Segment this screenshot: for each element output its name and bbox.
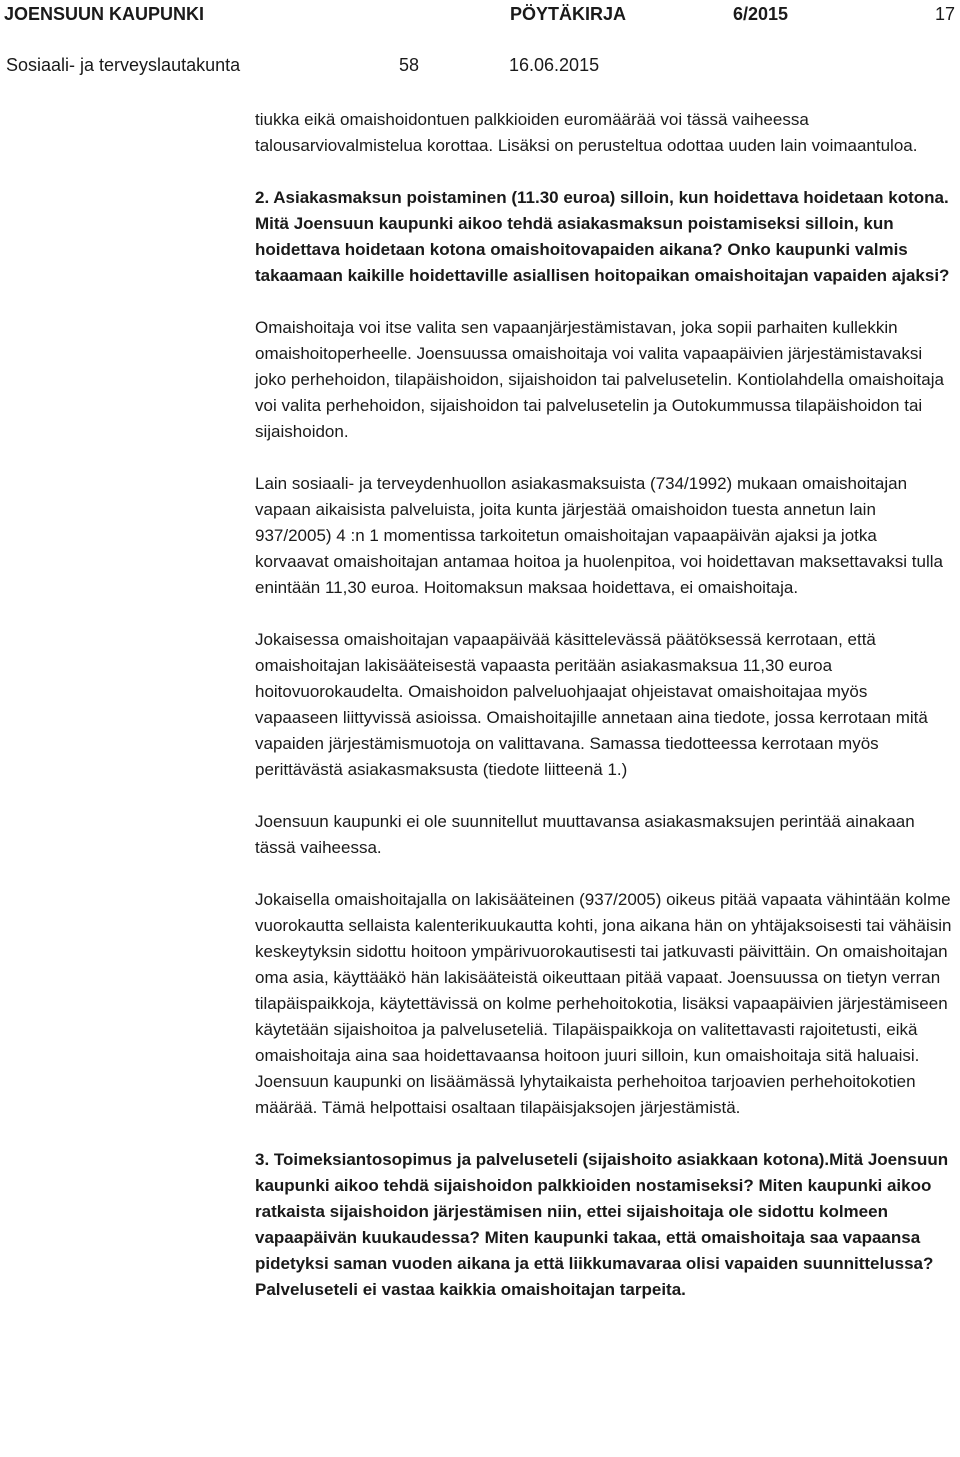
meeting-number: 6/2015 <box>733 4 789 24</box>
paragraph-respite-rights: Jokaisella omaishoitajalla on lakisääteinen (937/2005) oikeus pitää vapaata vähintään kolme vuorokautta sellaista kalenterikuukautta kohti, jona aikana hän on yhtäjaksoisesti tai vähäisin keskeytyksin sidottu hoitoon ympärivuorokautisesti tai jatkuvasti päivittäin. On omaishoitajan oma asia, käyttääkö hän lakisääteistä oikeuttaan pitää vapaat. Joensuussa on tietyn verran tilapäispaikkoja, käytettävissä on kolme perhehoitokotia, lisäksi vapaapäivien järjestämiseen käytetään sijaishoitoa ja palveluseteliä. Tilapäispaikkoja on valitettavasti rajoitetusti, eikä omaishoitaja aina saa hoidettavaansa hoitoon juuri silloin, kun omaishoitaja sitä haluaisi. Joensuun kaupunki on lisäämässä lyhytaikaista perhehoitoa tarjoavien perhehoitokotien määrää. Tämä helpottaisi osaltaan tilapäisjaksojen järjestämistä. <box>255 890 952 1117</box>
question-client-fee: 2. Asiakasmaksun poistaminen (11.30 euroa) silloin, kun hoidettava hoidetaan kotona. Mitä Joensuun kaupunki aikoo tehdä asiakasmaksun poistamiseksi silloin, kun hoidettava hoidetaan kotona omaishoitovapaiden aikana? Onko kaupunki valmis takaamaan kaikille hoidettaville asiallisen hoitopaikan omaishoitajan vapaiden ajaksi? <box>255 188 950 285</box>
paragraph-fee-law: Lain sosiaali- ja terveydenhuollon asiakasmaksuista (734/1992) mukaan omaishoitajan vapaan aikaisista palveluista, joita kunta järjestää omaishoidon tuesta annetun lain 937/2005) 4 :n 1 momentissa tarkoitetun omaishoitajan vapaapäivän ajaksi ja jotka korvaavat omaishoitajan antamaa hoitoa ja huolenpitoa, voi hoidettavan maksettavaksi tulla enintään 11,30 euroa. Hoitomaksun maksaa hoidettava, ei omaishoitaja. <box>255 474 943 597</box>
page-number: 17 <box>935 4 956 24</box>
section-reference <box>380 53 419 77</box>
meeting-date: 16.06.2015 <box>509 55 600 75</box>
paragraph-respite-options: Omaishoitaja voi itse valita sen vapaanjärjestämistavan, joka sopii parhaiten kullekkin omaishoitoperheelle. Joensuussa omaishoitaja voi valita vapaapäivien järjestämistavaksi joko perhehoidon, tilapäishoidon, sijaishoidon tai palvelusetelin. Kontiolahdella omaishoitaja voi valita perhehoidon, sijaishoidon tai palvelusetelin ja Outokummussa tilapäishoidon tai sijaishoidon. <box>255 318 944 441</box>
question-substitute-care: 3. Toimeksiantosopimus ja palveluseteli (sijaishoito asiakkaan kotona).Mitä Joensuun kaupunki aikoo tehdä sijaishoidon palkkioiden nostamiseksi? Miten kaupunki aikoo ratkaista sijaishoidon järjestämisen niin, ettei sijaishoitaja ole sidottu kolmeen vapaapäivän kuukaudessa? Miten kaupunki takaa, että omaishoitaja saa vapaansa pidetyksi saman vuoden aikana ja että liikkumavaraa olisi vapaiden suunnittelussa? Palveluseteli ei vastaa kaikkia omaishoitajan tarpeita. <box>255 1150 949 1299</box>
document-type: PÖYTÄKIRJA <box>510 4 627 24</box>
document-body <box>255 107 955 1329</box>
paragraph-decision-info: Jokaisessa omaishoitajan vapaapäivää käsittelevässä päätöksessä kerrotaan, että omaishoitajan lakisääteisestä vapaasta peritään asiakasmaksua 11,30 euroa hoitovuorokaudelta. Omaishoidon palveluohjaajat ohjeistavat omaishoitajaa myös vapaaseen liittyvissä asioissa. Omaishoitajille annetaan aina tiedote, jossa kerrotaan mitä vapaiden järjestämismuotoja on valittavana. Samassa tiedotteessa kerrotaan myös perittävästä asiakasmaksusta (tiedote liitteenä 1.) <box>255 630 928 779</box>
paragraph-budget-note: tiukka eikä omaishoidontuen palkkioiden euromäärää voi tässä vaiheessa talousarviovalmistelua korottaa. Lisäksi on perusteltua odottaa uuden lain voimaantuloa. <box>255 110 918 155</box>
paragraph-fee-collection: Joensuun kaupunki ei ole suunnitellut muuttavansa asiakasmaksujen perintää ainakaan tässä vaiheessa. <box>255 812 915 857</box>
section-number: 58 <box>399 55 420 75</box>
organization-name: JOENSUUN KAUPUNKI <box>4 4 205 24</box>
board-name: Sosiaali- ja terveyslautakunta <box>6 55 241 75</box>
